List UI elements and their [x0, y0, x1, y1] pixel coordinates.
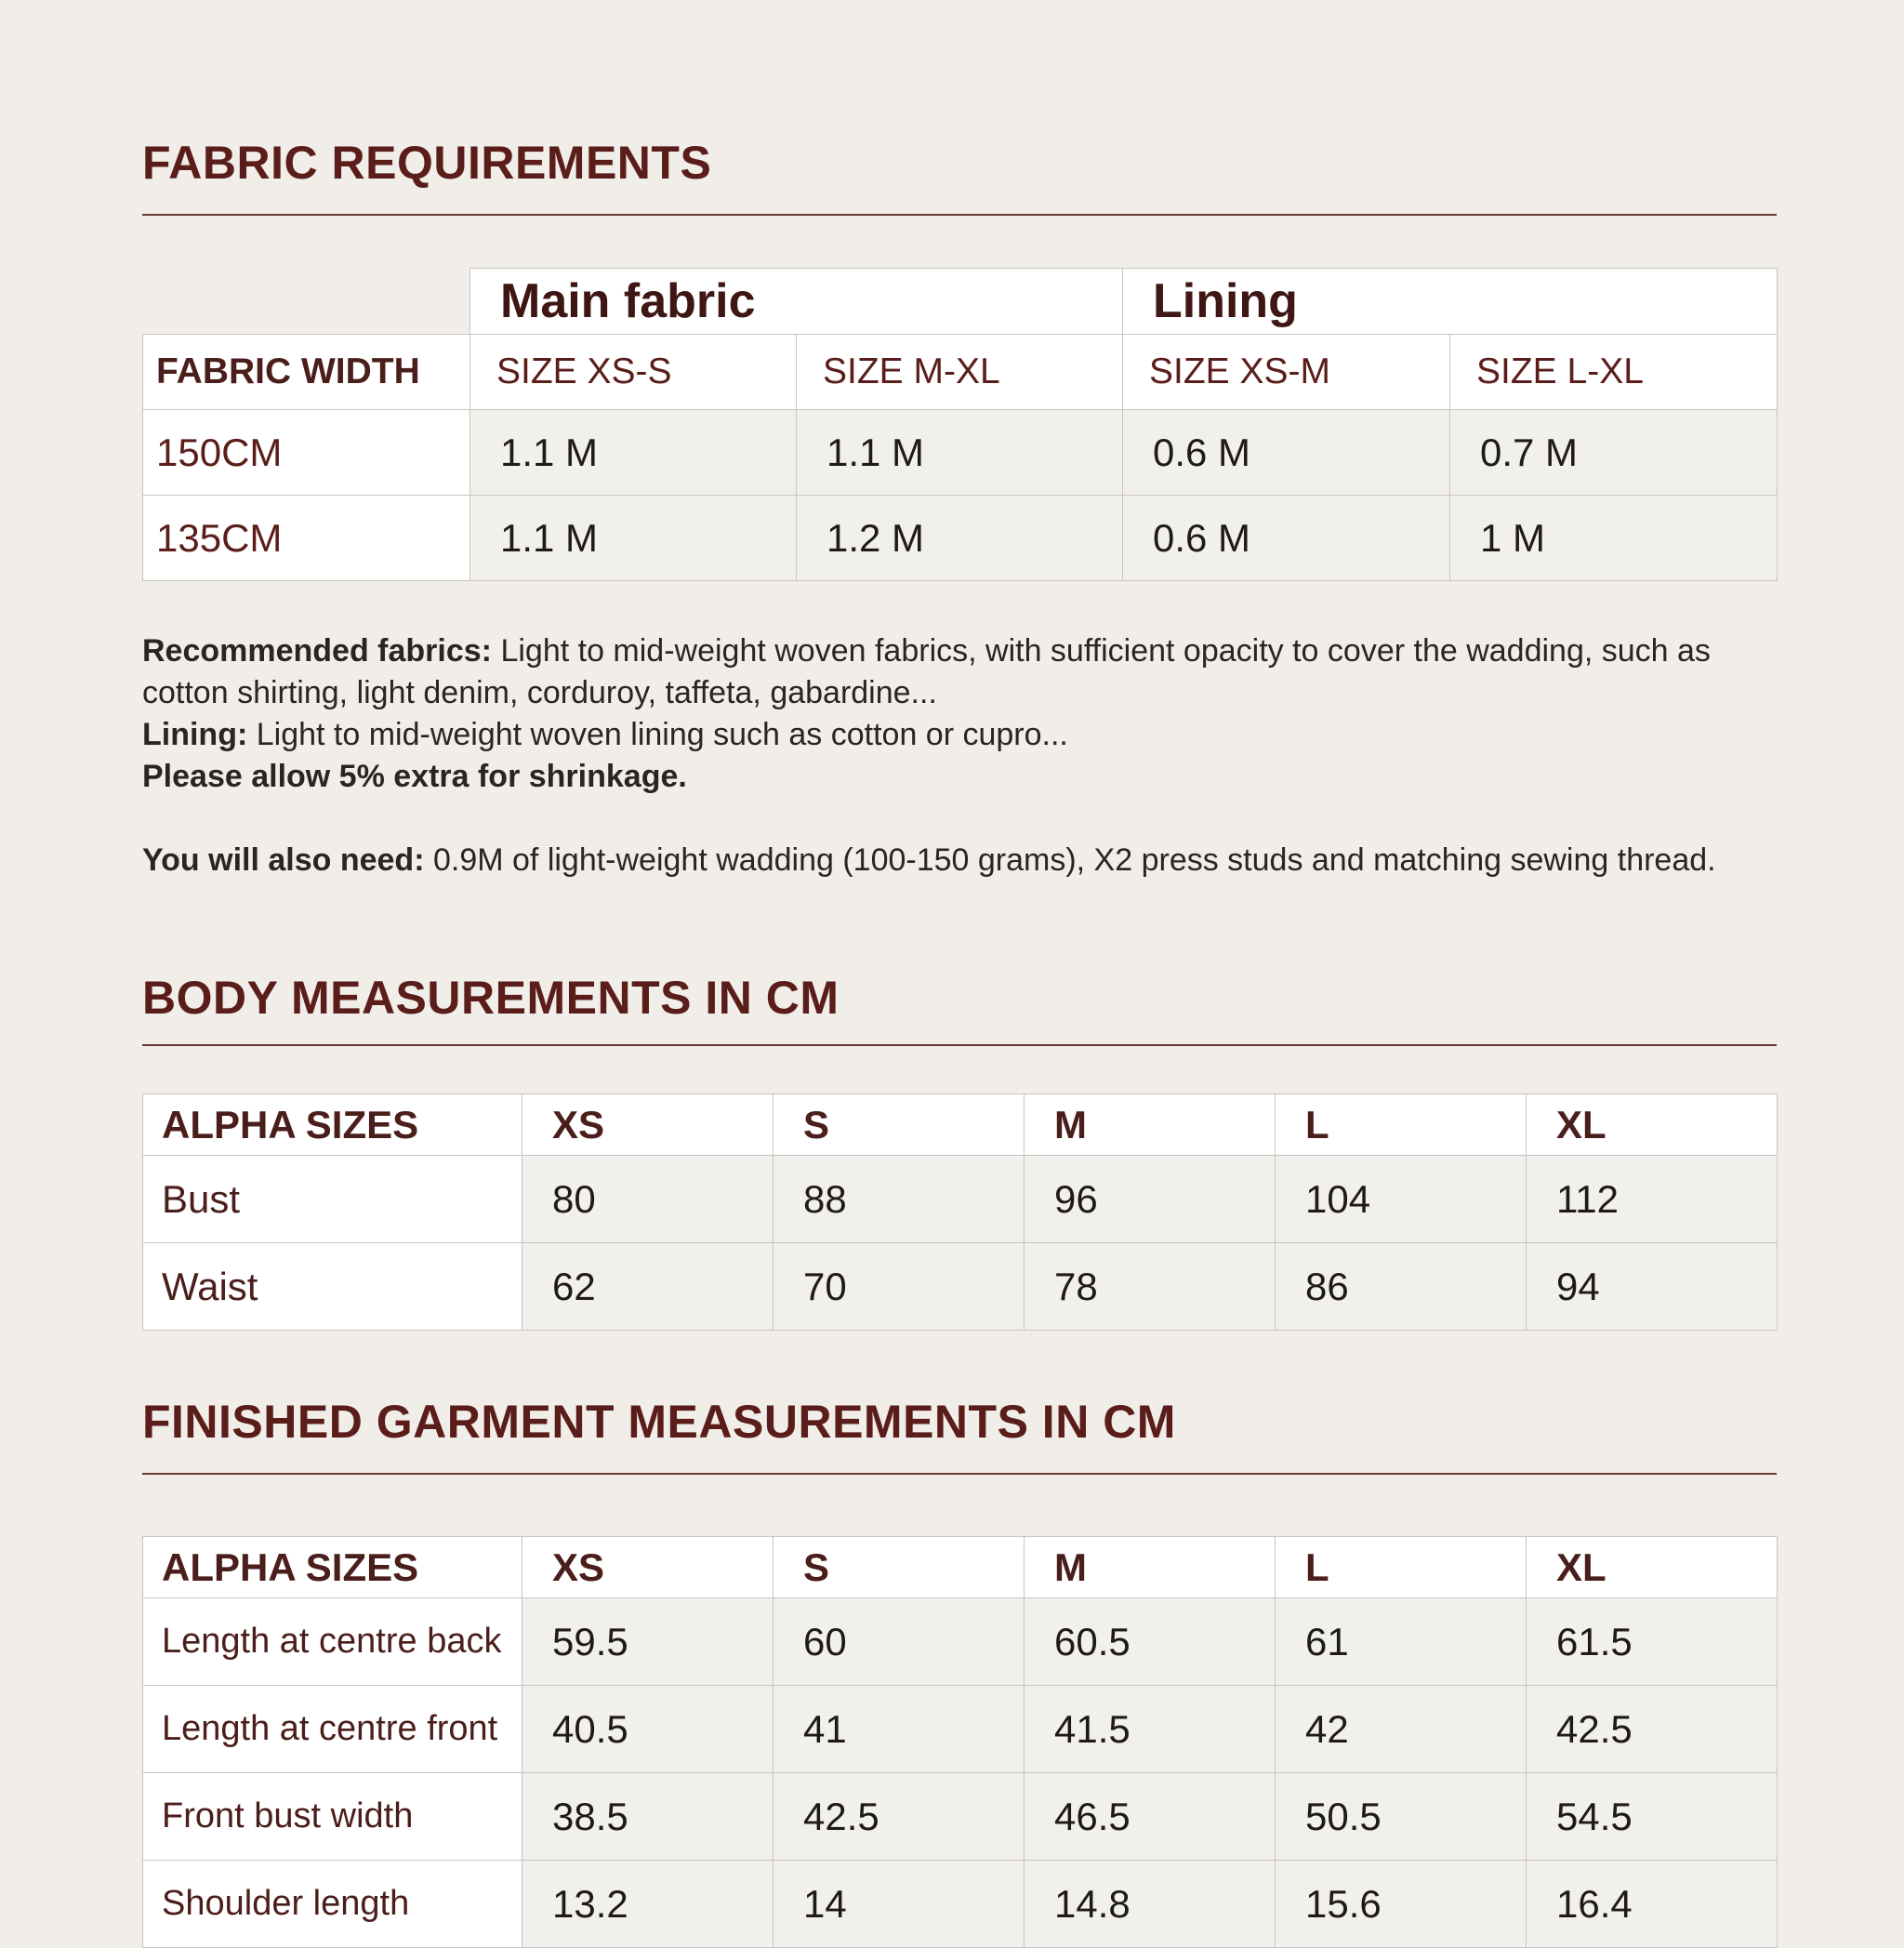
size-column-header: XL [1527, 1094, 1778, 1156]
measurement-label: Length at centre back [143, 1598, 522, 1686]
measurement-value: 60 [774, 1598, 1025, 1686]
section-divider [142, 1044, 1777, 1046]
fabric-requirements-table [142, 268, 1778, 581]
measurement-label: Shoulder length [143, 1861, 522, 1948]
measurement-value: 42.5 [774, 1773, 1025, 1861]
measurement-label: Bust [143, 1156, 522, 1243]
fabric-amount: 1.2 M [797, 496, 1123, 581]
table-row [143, 1598, 1778, 1686]
size-column-header: XS [522, 1537, 774, 1598]
alpha-sizes-label: ALPHA SIZES [143, 1094, 522, 1156]
size-label: SIZE M-XL [797, 335, 1123, 410]
measurement-value: 41 [774, 1686, 1025, 1773]
fabric-amount: 1.1 M [470, 496, 797, 581]
measurement-value: 96 [1025, 1156, 1276, 1243]
size-column-header: XL [1527, 1537, 1778, 1598]
measurement-value: 14 [774, 1861, 1025, 1948]
measurement-value: 54.5 [1527, 1773, 1778, 1861]
recommended-fabrics-note [142, 630, 1777, 714]
measurement-value: 40.5 [522, 1686, 774, 1773]
fabric-amount: 1 M [1450, 496, 1778, 581]
table-row [143, 1156, 1778, 1243]
section-divider [142, 214, 1777, 216]
measurement-value: 42 [1276, 1686, 1527, 1773]
measurement-value: 46.5 [1025, 1773, 1276, 1861]
measurement-label: Waist [143, 1243, 522, 1331]
recommended-fabrics-text: Light to mid-weight woven fabrics, with sufficient opacity to cover the wadding, such as cotton shirting, light denim, corduroy, taffeta, gabardine... [142, 633, 1711, 710]
also-need-label: You will also need: [142, 842, 425, 878]
measurement-label: Front bust width [143, 1773, 522, 1861]
finished-measurements-heading: FINISHED GARMENT MEASUREMENTS IN CM [142, 1396, 1176, 1448]
size-label: SIZE XS-M [1123, 335, 1450, 410]
measurement-value: 88 [774, 1156, 1025, 1243]
fabric-amount: 1.1 M [470, 410, 797, 496]
also-need-text: 0.9M of light-weight wadding (100-150 grams), X2 press studs and matching sewing thread. [424, 842, 1716, 878]
alpha-sizes-label: ALPHA SIZES [143, 1537, 522, 1598]
table-row [143, 1773, 1778, 1861]
fabric-amount: 0.7 M [1450, 410, 1778, 496]
size-label: SIZE XS-S [470, 335, 797, 410]
measurement-value: 38.5 [522, 1773, 774, 1861]
measurement-value: 13.2 [522, 1861, 774, 1948]
body-measurements-table [142, 1093, 1778, 1331]
group-main-fabric: Main fabric [470, 269, 1123, 335]
measurement-label: Length at centre front [143, 1686, 522, 1773]
measurement-value: 61 [1276, 1598, 1527, 1686]
fabric-notes [142, 630, 1777, 881]
table-header-row [143, 1094, 1778, 1156]
group-lining: Lining [1123, 269, 1778, 335]
size-column-header: L [1276, 1094, 1527, 1156]
measurement-value: 86 [1276, 1243, 1527, 1331]
measurement-value: 50.5 [1276, 1773, 1527, 1861]
size-column-header: M [1025, 1537, 1276, 1598]
finished-measurements-table [142, 1536, 1778, 1948]
fabric-width-label: FABRIC WIDTH [143, 335, 470, 410]
measurement-value: 94 [1527, 1243, 1778, 1331]
table-row [143, 496, 1778, 581]
recommended-fabrics-label: Recommended fabrics: [142, 633, 492, 669]
measurement-value: 61.5 [1527, 1598, 1778, 1686]
measurement-value: 112 [1527, 1156, 1778, 1243]
size-column-header: S [774, 1094, 1025, 1156]
measurement-value: 70 [774, 1243, 1025, 1331]
measurement-value: 59.5 [522, 1598, 774, 1686]
measurement-value: 14.8 [1025, 1861, 1276, 1948]
measurement-value: 15.6 [1276, 1861, 1527, 1948]
measurement-value: 62 [522, 1243, 774, 1331]
fabric-width-value: 150CM [143, 410, 470, 496]
section-divider [142, 1473, 1777, 1475]
fabric-amount: 1.1 M [797, 410, 1123, 496]
measurement-value: 16.4 [1527, 1861, 1778, 1948]
lining-text: Light to mid-weight woven lining such as cotton or cupro... [247, 717, 1068, 752]
size-column-header: S [774, 1537, 1025, 1598]
lining-label: Lining: [142, 717, 248, 752]
measurement-value: 80 [522, 1156, 774, 1243]
size-column-header: XS [522, 1094, 774, 1156]
size-label: SIZE L-XL [1450, 335, 1778, 410]
fabric-width-value: 135CM [143, 496, 470, 581]
table-row [143, 1243, 1778, 1331]
fabric-requirements-heading: FABRIC REQUIREMENTS [142, 137, 712, 189]
also-need-note [142, 840, 1777, 881]
measurement-value: 78 [1025, 1243, 1276, 1331]
fabric-amount: 0.6 M [1123, 410, 1450, 496]
body-measurements-heading: BODY MEASUREMENTS IN CM [142, 972, 840, 1024]
table-row [143, 1686, 1778, 1773]
shrinkage-note: Please allow 5% extra for shrinkage. [142, 759, 687, 794]
measurement-value: 42.5 [1527, 1686, 1778, 1773]
measurement-value: 60.5 [1025, 1598, 1276, 1686]
measurement-value: 104 [1276, 1156, 1527, 1243]
table-corner [143, 269, 470, 335]
measurement-value: 41.5 [1025, 1686, 1276, 1773]
table-header-row [143, 1537, 1778, 1598]
lining-note [142, 714, 1777, 756]
table-row [143, 410, 1778, 496]
size-column-header: L [1276, 1537, 1527, 1598]
fabric-amount: 0.6 M [1123, 496, 1450, 581]
size-column-header: M [1025, 1094, 1276, 1156]
